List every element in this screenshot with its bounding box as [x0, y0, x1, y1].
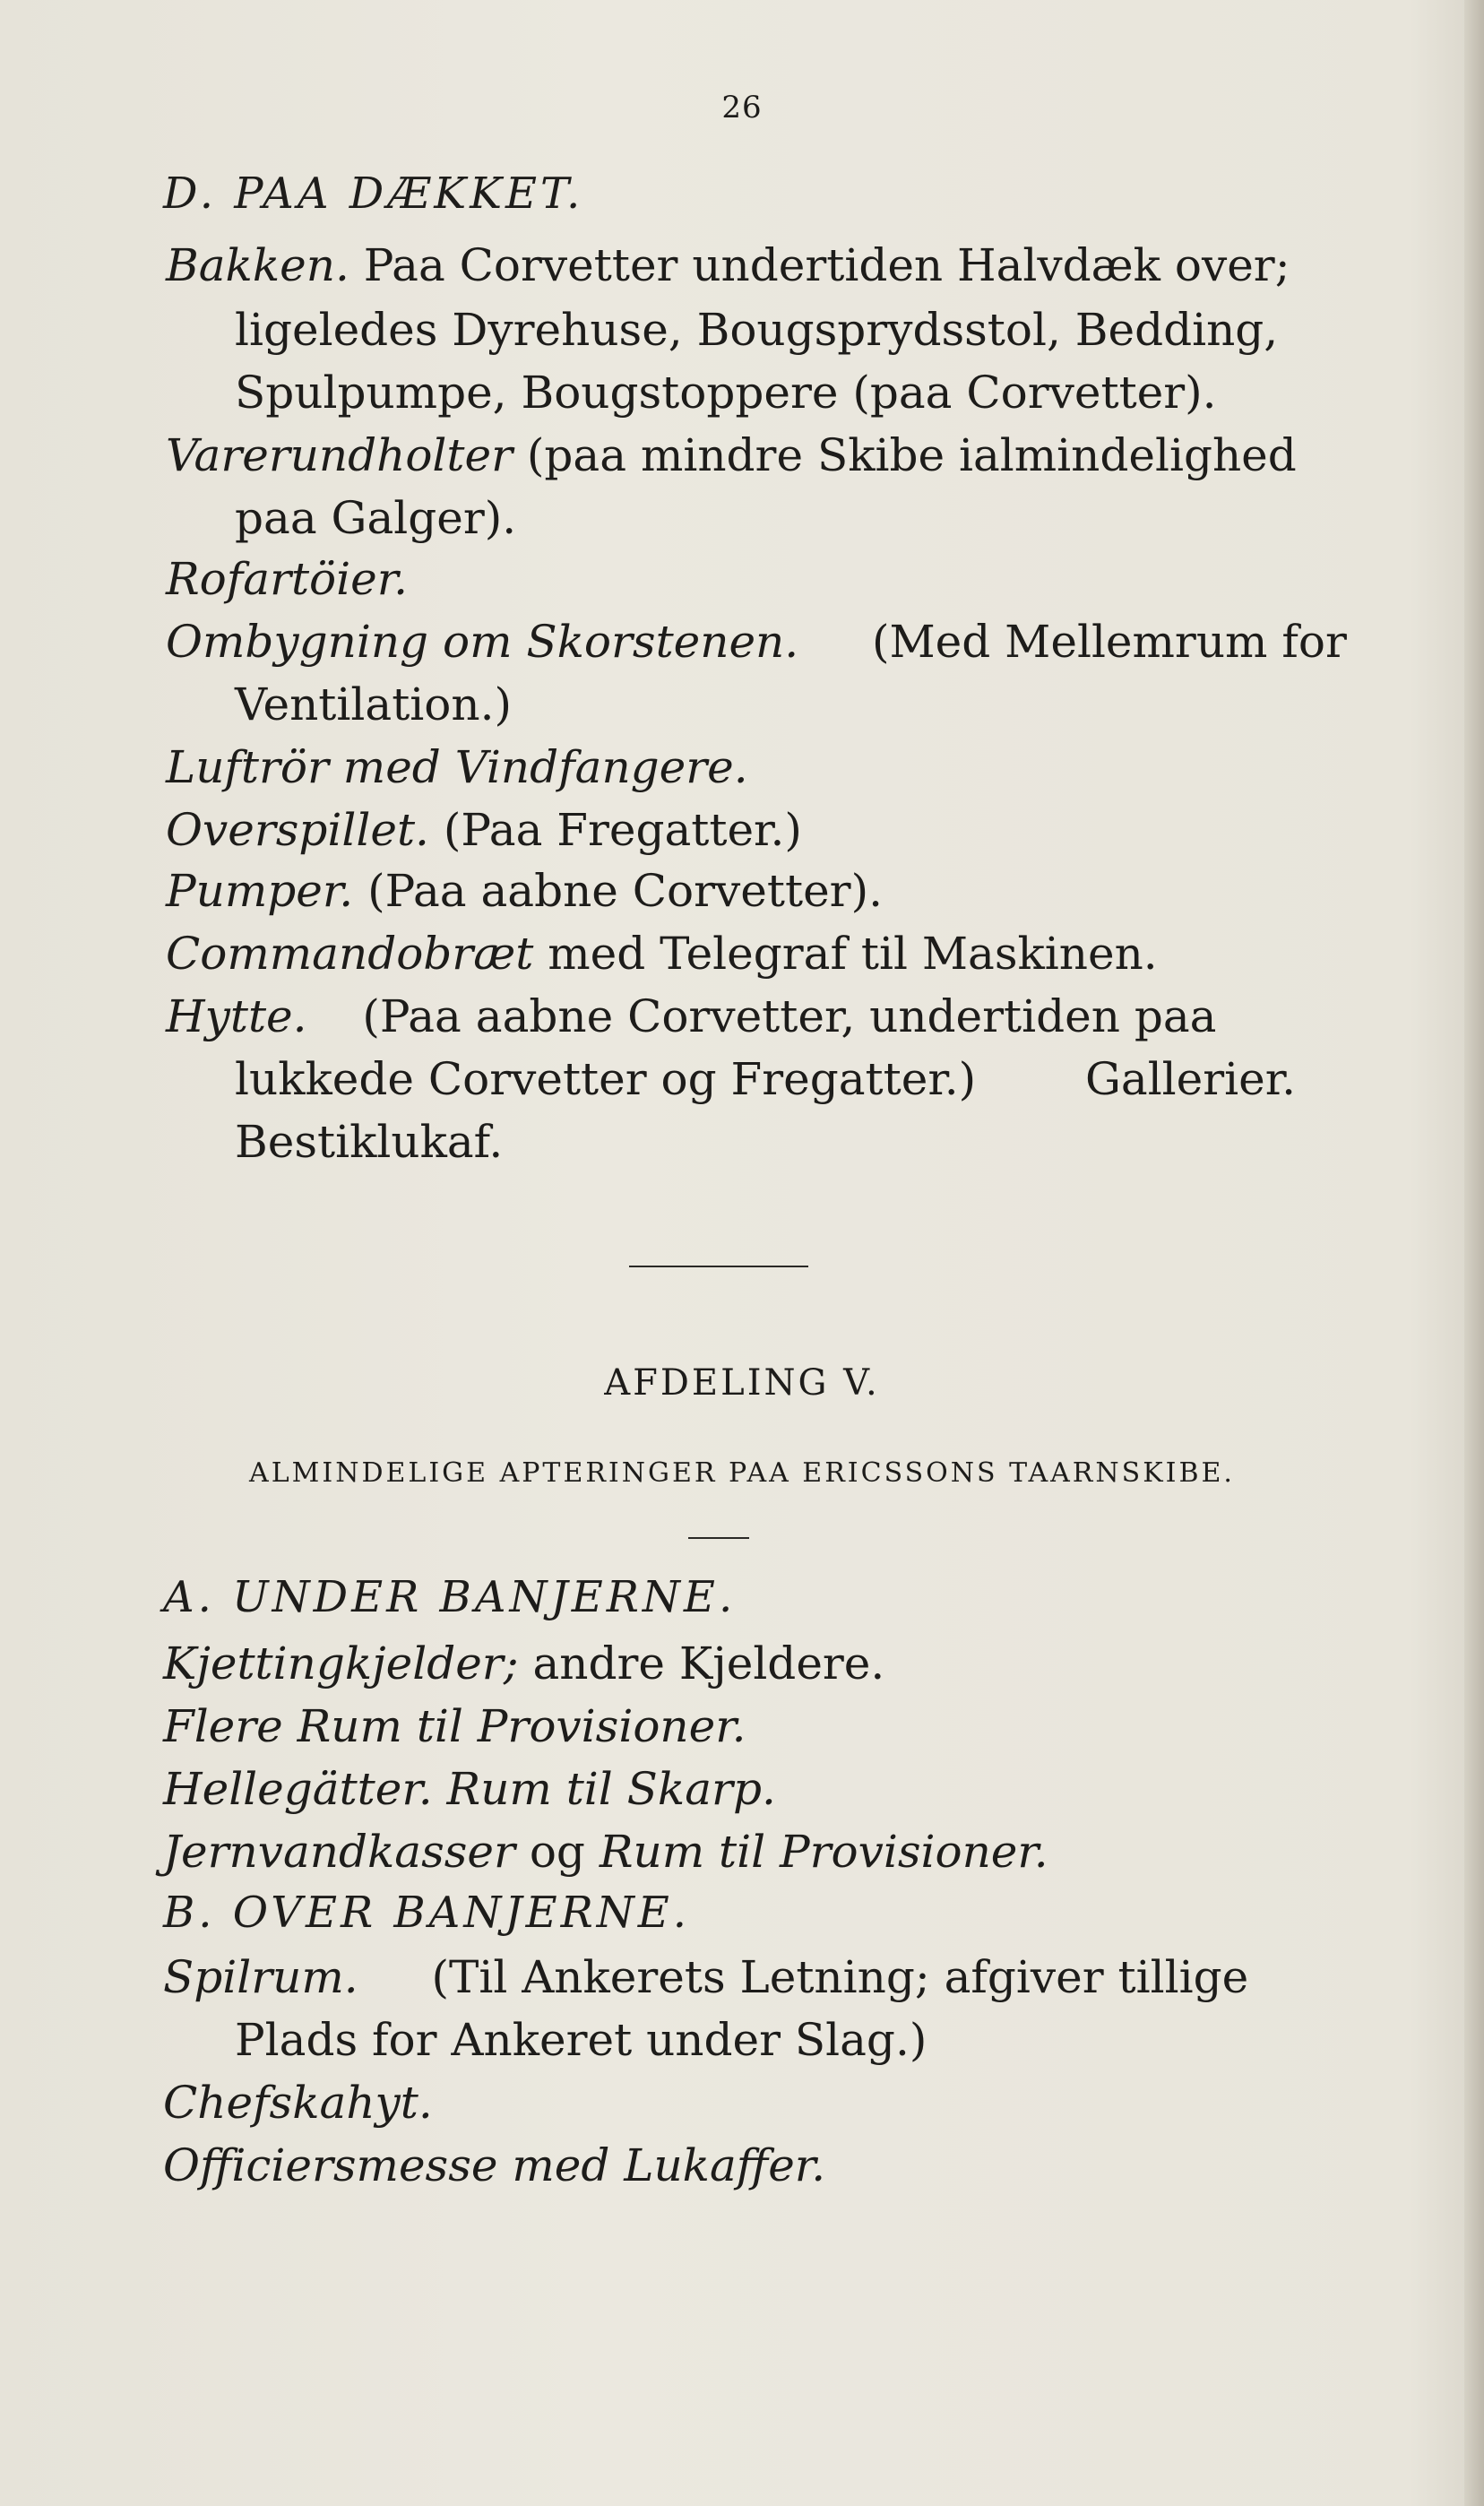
- entry-label: Bakken.: [166, 239, 349, 291]
- entry-chefskahyt: Chefskahyt.: [163, 2077, 433, 2129]
- entry-label: Spilrum.: [163, 1951, 358, 2003]
- short-divider: [688, 1537, 749, 1539]
- section-a-heading: A. UNDER BANJERNE.: [163, 1572, 737, 1622]
- entry-luftror: Luftrör med Vindfangere.: [166, 741, 748, 793]
- entry-text: andre Kjeldere.: [532, 1638, 885, 1689]
- entry-label: Ombygning om Skorstenen.: [166, 616, 799, 668]
- entry-bakken: [166, 238, 1290, 292]
- entry-label: Kjettingkjelder;: [163, 1638, 519, 1689]
- entry-label: Jernvandkasser: [163, 1826, 515, 1878]
- entry-text: Paa Corvetter undertiden Halvdæk over;: [363, 239, 1290, 291]
- entry-text: Gallerier.: [1084, 1053, 1297, 1105]
- part-title: AFDELING V.: [604, 1362, 880, 1404]
- entry-text: (Paa aabne Corvetter).: [367, 865, 883, 917]
- section-b-heading: B. OVER BANJERNE.: [163, 1888, 691, 1938]
- entry-label: Varerundholter: [166, 429, 513, 481]
- entry-label: Pumper.: [166, 865, 354, 917]
- entry-text: (Til Ankerets Letning; afgiver tillige: [431, 1951, 1249, 2003]
- entry-officiersmesse: Officiersmesse med Lukaffer.: [163, 2139, 826, 2191]
- entry-text: (paa mindre Skibe ialmindelighed: [526, 429, 1297, 481]
- entry-label: Hytte.: [166, 990, 307, 1042]
- entry-jernvandkasser: [163, 1825, 1048, 1879]
- page-edge: [1464, 0, 1484, 2506]
- entry-hellegatter: Hellegätter. Rum til Skarp.: [163, 1763, 776, 1815]
- entry-hytte-cont: [235, 1052, 1296, 1106]
- entry-varerundholter: [166, 428, 1297, 482]
- entry-flere-rum: Flere Rum til Provisioner.: [163, 1700, 746, 1752]
- entry-commandobraet: [166, 927, 1158, 981]
- entry-pumper: [166, 864, 883, 918]
- entry-overspillet: [166, 803, 802, 857]
- entry-ombygning-cont: Ventilation.): [235, 678, 512, 730]
- entry-spilrum-cont: Plads for Ankeret under Slag.): [235, 2014, 928, 2066]
- entry-bestiklukaf: Bestiklukaf.: [235, 1116, 504, 1168]
- section-divider: [629, 1266, 808, 1267]
- entry-spilrum: [163, 1950, 1248, 2004]
- entry-varerundholter-cont: paa Galger).: [235, 492, 517, 544]
- entry-hytte: [166, 989, 1216, 1043]
- entry-text: med Telegraf til Maskinen.: [548, 928, 1158, 980]
- entry-text: (Paa Fregatter.): [443, 804, 802, 856]
- entry-rofartoier: Rofartöier.: [166, 553, 409, 605]
- entry-label: Rum til Provisioner.: [599, 1826, 1048, 1878]
- part-subtitle: ALMINDELIGE APTERINGER PAA ERICSSONS TAARNSKIBE.: [249, 1457, 1235, 1489]
- section-d-heading: D. PAA DÆKKET.: [163, 169, 584, 219]
- entry-label: Overspillet.: [166, 804, 429, 856]
- page-number: 26: [721, 90, 763, 125]
- entry-text: og: [529, 1826, 585, 1878]
- entry-bakken-cont: ligeledes Dyrehuse, Bougsprydsstol, Bedding,: [235, 304, 1279, 356]
- entry-text: lukkede Corvetter og Fregatter.): [235, 1053, 977, 1105]
- entry-kjettingkjelder: [163, 1637, 884, 1690]
- entry-ombygning: [166, 615, 1347, 669]
- entry-text: (Paa aabne Corvetter, undertiden paa: [362, 990, 1217, 1042]
- entry-bakken-cont: Spulpumpe, Bougstoppere (paa Corvetter).: [235, 367, 1217, 419]
- entry-label: Commandobræt: [166, 928, 534, 980]
- entry-text: (Med Mellemrum for: [871, 616, 1347, 668]
